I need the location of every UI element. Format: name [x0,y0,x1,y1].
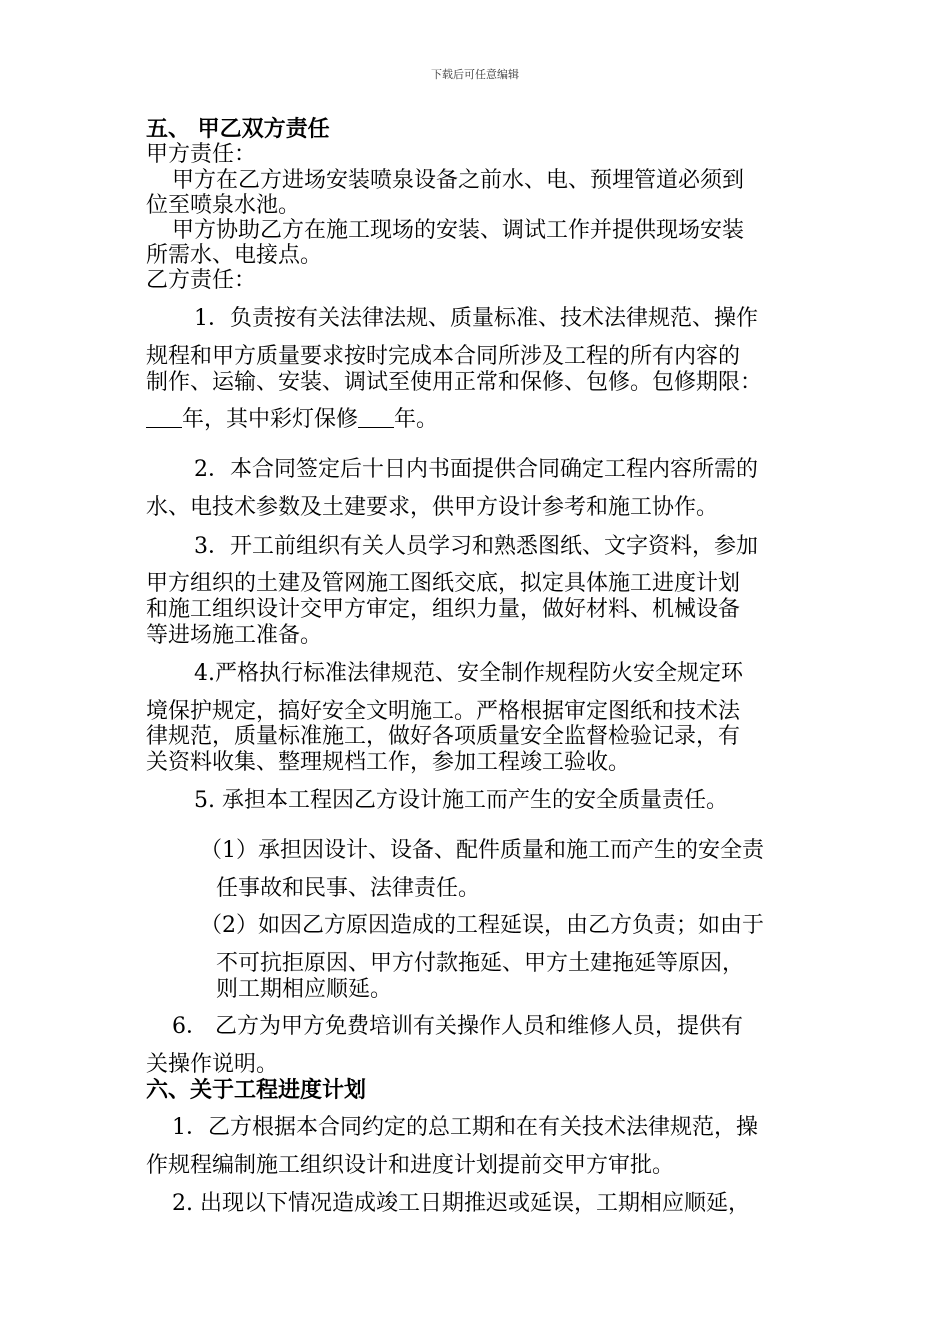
item1-line2: 规程和甲方质量要求按时完成本合同所涉及工程的所有内容的 [146,344,741,369]
paragraph-line: 位至喷泉水池。 [146,193,301,218]
item1-line1: 1．负责按有关法律法规、质量标准、技术法律规范、操作 [194,306,758,331]
paragraph-line: 所需水、电接点。 [146,243,323,268]
item5-sub2-line3: 则工期相应顺延。 [216,977,393,1002]
item3-line1: 3．开工前组织有关人员学习和熟悉图纸、文字资料，参加 [194,534,758,559]
item6-line1: 6． 乙方为甲方免费培训有关操作人员和维修人员，提供有 [172,1014,743,1039]
blank-field [146,407,182,428]
s6-item1-line1: 1．乙方根据本合同约定的总工期和在有关技术法律规范，操 [172,1115,758,1140]
item5-sub2-line1: （2）如因乙方原因造成的工程延误，由乙方负责；如由于 [200,913,764,938]
item4-line2: 境保护规定，搞好安全文明施工。严格根据审定图纸和技术法 [146,699,741,724]
item6-line2: 关操作说明。 [146,1052,279,1077]
item1-line4-a: 年，其中彩灯保修 [182,407,359,432]
blank-field [358,407,394,428]
item5-line1: 5. 承担本工程因乙方设计施工而产生的安全质量责任。 [194,788,728,813]
item4-line1: 4.严格执行标准法律规范、安全制作规程防火安全规定环 [194,661,743,686]
item3-line4: 等进场施工准备。 [146,623,323,648]
section6-title: 六、关于工程进度计划 [146,1077,367,1103]
item1-line3: 制作、运输、安装、调试至使用正常和保修、包修。包修期限： [146,370,763,395]
section5-title: 五、 甲乙双方责任 [146,116,330,142]
item2-line1: 2．本合同签定后十日内书面提供合同确定工程内容所需的 [194,457,758,482]
paragraph-line: 甲方在乙方进场安装喷泉设备之前水、电、预埋管道必须到 [172,168,745,193]
party-a-label: 甲方责任： [146,142,257,167]
item5-sub1-line2: 任事故和民事、法律责任。 [216,876,481,901]
s6-item1-line2: 作规程编制施工组织设计和进度计划提前交甲方审批。 [146,1153,675,1178]
item1-line4-b: 年。 [394,407,439,432]
s6-item2-line1: 2. 出现以下情况造成竣工日期推迟或延误，工期相应顺延， [172,1191,750,1216]
item4-line3: 律规范，质量标准施工，做好各项质量安全监督检验记录，有 [146,724,741,749]
item2-line2: 水、电技术参数及土建要求，供甲方设计参考和施工协作。 [146,495,719,520]
item3-line2: 甲方组织的土建及管网施工图纸交底，拟定具体施工进度计划 [146,571,741,596]
paragraph-line: 甲方协助乙方在施工现场的安装、调试工作并提供现场安装 [172,218,745,243]
item3-line3: 和施工组织设计交甲方审定，组织力量，做好材料、机械设备 [146,597,741,622]
party-b-label: 乙方责任： [146,268,257,293]
header-note: 下载后可任意编辑 [431,68,519,81]
item5-sub2-line2: 不可抗拒原因、甲方付款拖延、甲方土建拖延等原因， [216,951,745,976]
item5-sub1-line1: （1）承担因设计、设备、配件质量和施工而产生的安全责 [200,838,764,863]
item4-line4: 关资料收集、整理规档工作，参加工程竣工验收。 [146,750,631,775]
item1-line4 [146,407,438,433]
